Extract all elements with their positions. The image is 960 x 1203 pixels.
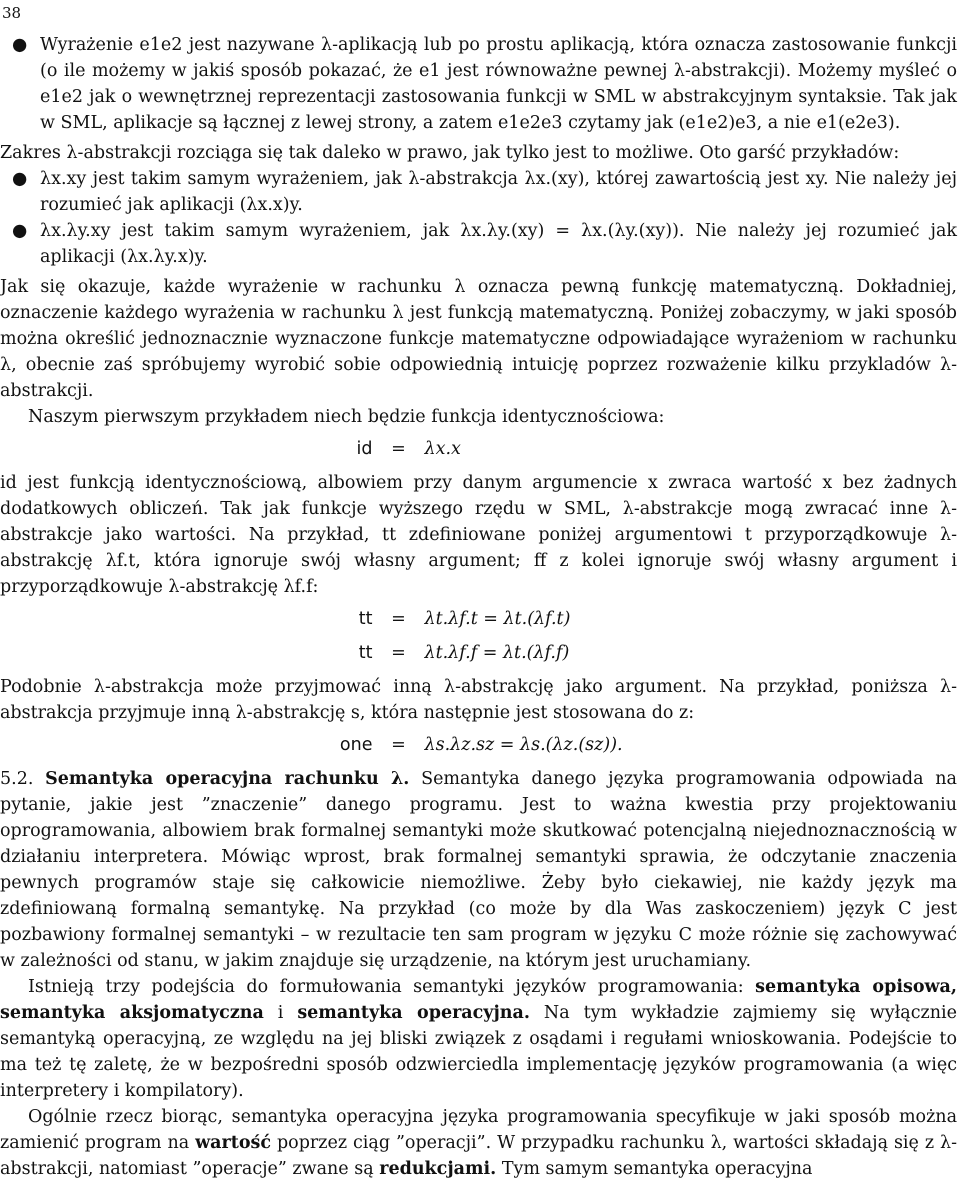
page-number: 38 — [2, 4, 22, 22]
text-run: Tym samym semantyka operacyjna — [501, 1159, 813, 1179]
equation-rhs: λt.λf.f = λt.(λf.f) — [424, 643, 570, 663]
emphasis: semantyka opisowa, — [755, 977, 957, 997]
bullet-icon: ● — [12, 221, 28, 241]
list-item — [0, 166, 957, 218]
text-run: Ogólnie rzecz biorąc, semantyka operacyjna języka programowania specyfikuje w jaki sposób można zamienić program na — [0, 1107, 957, 1153]
section-number: 5.2. — [0, 769, 34, 789]
list-item-text: Wyrażenie e1e2 jest nazywane λ-aplikacją lub po prostu aplikacją, która oznacza zastosowanie funkcji (o ile możemy w jakiś sposób pokazać, że e1 jest równoważne pewnej λ-abstrakcji). Możemy myśleć o e1e2 jak o wewnętrznej reprezentacji zastosowania funkcji w SML w abstrakcyjnym syntaksie. Tak jak w SML, aplikacje są łącznej z lewej strony, a zatem e1e2e3 czytamy jak (e1e2)e3, a nie e1(e2e3). — [40, 35, 957, 133]
equation-relation: = — [391, 735, 406, 755]
equation-lhs: tt — [358, 643, 373, 663]
bullet-icon: ● — [12, 35, 28, 55]
paragraph — [0, 1104, 957, 1182]
equation-lhs: id — [356, 439, 373, 459]
text-run: poprzez ciąg ”operacji”. W przypadku rachunku λ, wartości składają się z λ-abstrakcji, natomiast ”operacje” zwane są — [0, 1133, 957, 1179]
page-content — [0, 32, 957, 1182]
emphasis: wartość — [195, 1133, 271, 1153]
emphasis: semantyka operacyjna. — [297, 1003, 530, 1023]
bullet-icon: ● — [12, 169, 28, 189]
paragraph: Naszym pierwszym przykładem niech będzie funkcja identycznościowa: — [28, 407, 665, 427]
list-item-text: λx.λy.xy jest takim samym wyrażeniem, jak λx.λy.(xy) = λx.(λy.(xy)). Nie należy jej rozumieć jak aplikacji (λx.λy.x)y. — [40, 221, 957, 267]
equation-rhs: λs.λz.sz = λs.(λz.(sz)). — [424, 735, 623, 755]
paragraph: id jest funkcją identycznościową, albowiem przy danym argumencie x zwraca wartość x bez żadnych dodatkowych obliczeń. Tak jak funkcje wyższego rzędu w SML, λ-abstrakcje mogą zwracać inne λ-abstrakcje jako wartości. Na przykład, tt zdefiniowane poniżej argumentowi t przyporządkowuje λ-abstrakcję λf.t, która ignoruje swój własny argument; ff z kolei ignoruje swój własny argument i przyporządkowuje λ-abstrakcję λf.f: — [0, 473, 957, 597]
emphasis: semantyka aksjomatyczna — [0, 1003, 264, 1023]
equation-lhs: tt — [358, 609, 373, 629]
section-paragraph — [0, 766, 957, 974]
equation-one — [0, 732, 957, 758]
paragraph: Podobnie λ-abstrakcja może przyjmować inną λ-abstrakcję jako argument. Na przykład, poniższa λ-abstrakcja przyjmuje inną λ-abstrakcję s, która następnie jest stosowana do z: — [0, 677, 957, 723]
paragraph: Jak się okazuje, każde wyrażenie w rachunku λ oznacza pewną funkcję matematyczną. Dokładniej, oznaczenie każdego wyrażenia w rachunku λ jest funkcją matematyczną. Poniżej zobaczymy, w jaki sposób można określić jednoznacznie wyznaczone funkcje matematyczne odpowiadające wyrażeniom w rachunku λ, obecnie zaś spróbujemy wyrobić sobie odpowiednią intuicję poprzez rozważenie kilku przykladów λ-abstrakcji. — [0, 277, 957, 401]
text-run: Na tym wykładzie zajmiemy się wyłącznie semantyką operacyjną, ze względu na jej bliski związek z osądami i regułami wnioskowania. Podejście to ma też tę zaletę, że w bezpośredni sposób odzwierciedla implementację języków programowania (a więc interpretery i kompilatory). — [0, 1003, 957, 1101]
equation-id — [0, 436, 957, 462]
list-item-text: λx.xy jest takim samym wyrażeniem, jak λ-abstrakcja λx.(xy), której zawartością jest xy. Nie należy jej rozumieć jak aplikacji (λx.x)y. — [40, 169, 957, 215]
paragraph — [0, 974, 957, 1104]
section-title: Semantyka operacyjna rachunku λ. — [45, 769, 410, 789]
section-text: Semantyka danego języka programowania odpowiada na pytanie, jakie jest ”znaczenie” danego programu. Jest to ważna kwestia przy projektowaniu oprogramowania, albowiem brak formalnej semantyki może skutkować potencjalną niejednoznacznością w działaniu interpretera. Mówiąc wprost, brak formalnej semantyki sprawia, że odczytanie znaczenia pewnych programów staje się całkowicie niemożliwe. Żeby było ciekawiej, nie każdy język ma zdefiniowaną formalną semantykę. Na przykład (co może by dla Was zaskoczeniem) język C jest pozbawiony formalnej semantyki – w rezultacie ten sam program w języku C może różnie się zachowywać w zależności od stanu, w jakim znajduje się urządzenie, na którym jest uruchamiany. — [0, 769, 957, 971]
equation-rhs: λx.x — [424, 439, 461, 459]
equation-rhs: λt.λf.t = λt.(λf.t) — [424, 609, 571, 629]
equation-relation: = — [391, 643, 406, 663]
equation-ff — [0, 640, 957, 666]
equation-lhs: one — [339, 735, 373, 755]
equation-relation: = — [391, 439, 406, 459]
equation-tt — [0, 606, 957, 632]
list-item — [0, 218, 957, 270]
paragraph: Zakres λ-abstrakcji rozciąga się tak daleko w prawo, jak tylko jest to możliwe. Oto garść przykładów: — [0, 143, 900, 163]
emphasis: redukcjami. — [379, 1159, 497, 1179]
text-run: Istnieją trzy podejścia do formułowania semantyki języków programowania: — [28, 977, 744, 997]
text-run: i — [277, 1003, 284, 1023]
equation-relation: = — [391, 609, 406, 629]
list-item — [0, 32, 957, 136]
